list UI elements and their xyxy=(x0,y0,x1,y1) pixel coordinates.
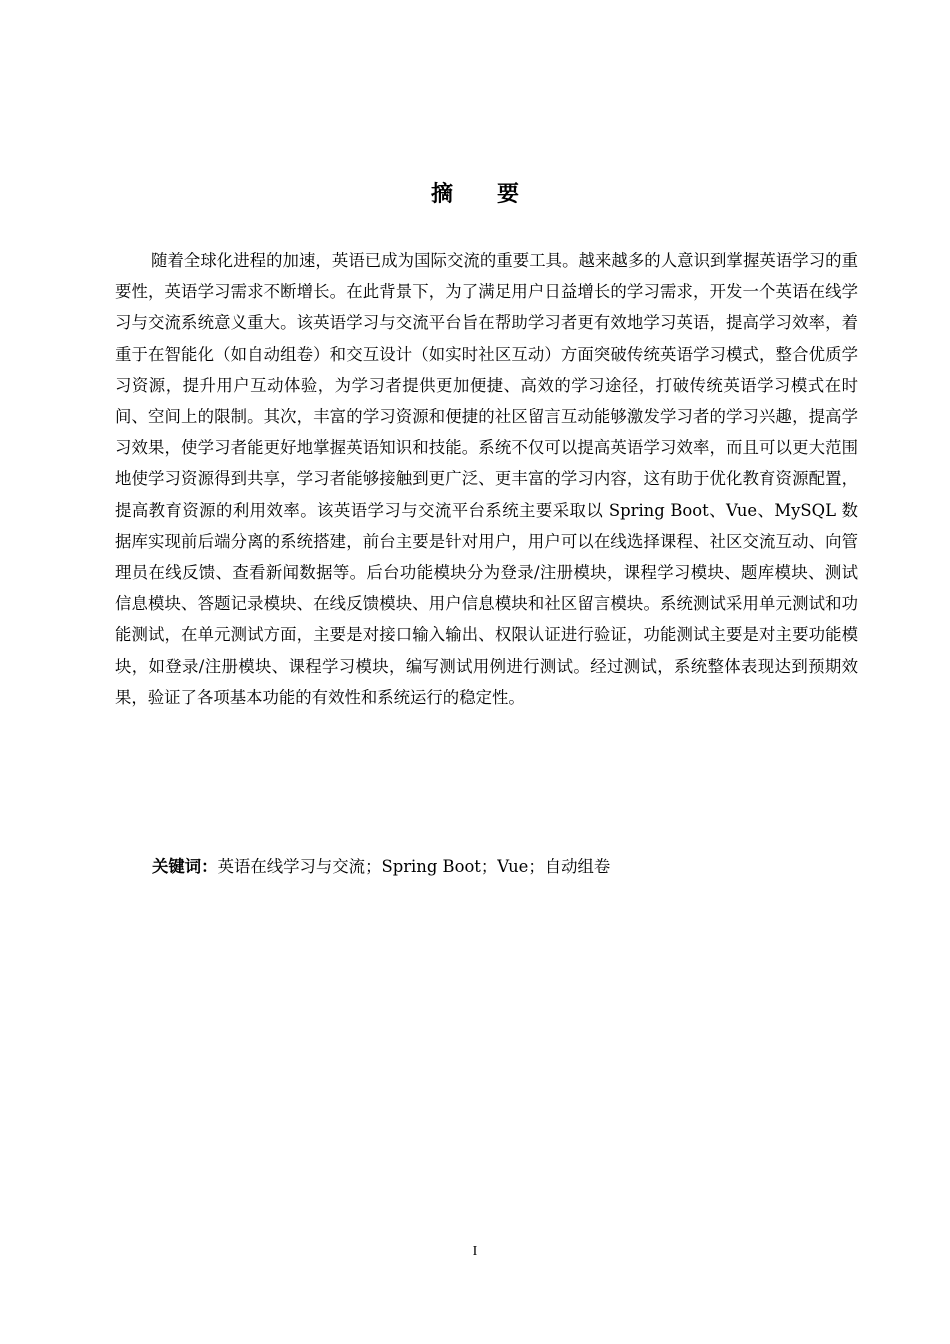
keywords-text: 英语在线学习与交流；Spring Boot；Vue；自动组卷 xyxy=(217,857,611,876)
keywords-label: 关键词： xyxy=(152,857,218,876)
page-title: 摘要 xyxy=(430,182,563,207)
abstract-paragraph: 随着全球化进程的加速，英语已成为国际交流的重要工具。越来越多的人意识到掌握英语学习的重要性，英语学习需求不断增长。在此背景下，为了满足用户日益增长的学习需求，开发一个英语在线学习与交流系统意义重大。该英语学习与交流平台旨在帮助学习者更有效地学习英语，提高学习效率，着重于在智能化（如自动组卷）和交互设计（如实时社区互动）方面突破传统英语学习模式，整合优质学习资源，提升用户互动体验，为学习者提供更加便捷、高效的学习途径，打破传统英语学习模式在时间、空间上的限制。其次，丰富的学习资源和便捷的社区留言互动能够激发学习者的学习兴趣，提高学习效果，使学习者能更好地掌握英语知识和技能。系统不仅可以提高英语学习效率，而且可以更大范围地使学习资源得到共享，学习者能够接触到更广泛、更丰富的学习内容，这有助于优化教育资源配置，提高教育资源的利用效率。该英语学习与交流平台系统主要采取以 Spring Boot、Vue、MySQL 数据库实现前后端分离的系统搭建，前台主要是针对用户，用户可以在线选择课程、社区交流互动、向管理员在线反馈、查看新闻数据等。后台功能模块分为登录/注册模块，课程学习模块、题库模块、测试信息模块、答题记录模块、在线反馈模块、用户信息模块和社区留言模块。系统测试采用单元测试和功能测试，在单元测试方面，主要是对接口输入输出、权限认证进行验证，功能测试主要是对主要功能模块，如登录/注册模块、课程学习模块，编写测试用例进行测试。经过测试，系统整体表现达到预期效果，验证了各项基本功能的有效性和系统运行的稳定性。 xyxy=(115,251,858,707)
keywords-line xyxy=(152,853,858,881)
page-number: I xyxy=(472,1244,478,1259)
